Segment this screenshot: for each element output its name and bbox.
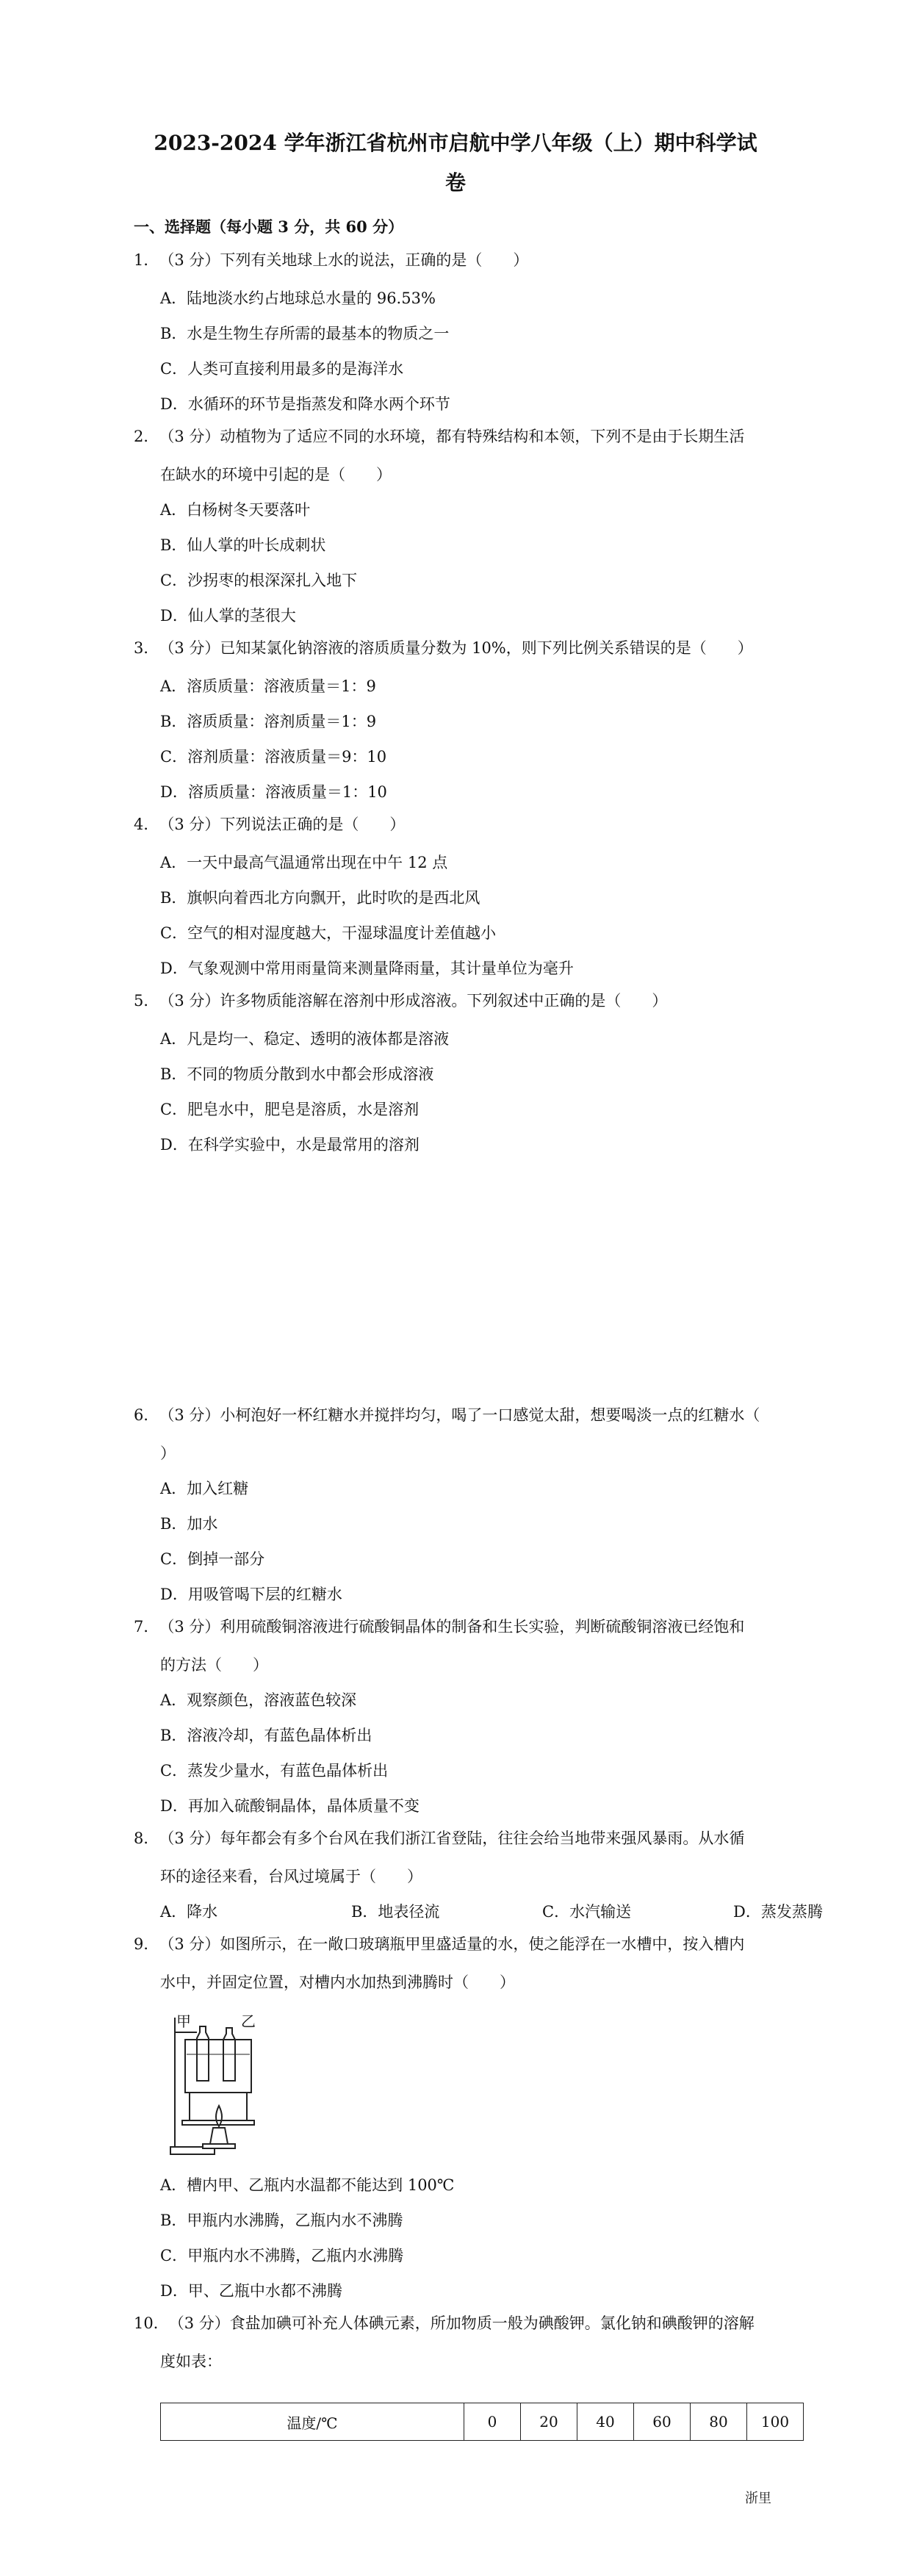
option-b: B．溶液冷却，有蓝色晶体析出 [160,1727,372,1744]
option-d: D．在科学实验中，水是最常用的溶剂 [160,1136,420,1154]
question-number: 9． [134,1935,159,1953]
bottle-jia [197,2026,209,2081]
question-2 [134,419,744,454]
question-10 [134,2306,755,2341]
option-a: A．溶质质量：溶液质量＝1：9 [160,677,376,695]
option-a: A．陆地淡水约占地球总水量的 96.53% [160,289,436,307]
label-yi: 乙 [241,2012,256,2030]
alcohol-lamp [210,2128,228,2144]
question-number: 2． [134,428,159,445]
question-4 [134,807,405,842]
option-d: D．用吸管喝下层的红糖水 [160,1586,342,1603]
table-row [161,2403,804,2441]
question-text: （3 分）如图所示，在一敞口玻璃瓶甲里盛适量的水，使之能浮在一水槽中，按入槽内 [159,1935,745,1953]
question-number: 6． [134,1406,159,1424]
question-number: 3． [134,639,159,657]
exam-title-line1: 2023-2024 学年浙江省杭州市启航中学八年级（上）期中科学试 [154,131,757,155]
question-text-continued: ） [160,1444,176,1462]
question-9 [134,1926,744,1962]
question-number: 5． [134,992,159,1010]
option-c: C．倒掉一部分 [160,1550,265,1568]
option-c: C．肥皂水中，肥皂是溶质，水是溶剂 [160,1101,420,1118]
option-c: C．沙拐枣的根深深扎入地下 [160,572,358,589]
question-text: （3 分）下列说法正确的是（ ） [159,816,406,833]
option-b: B．仙人掌的叶长成刺状 [160,536,326,554]
option-b: B．加水 [160,1515,218,1533]
page-footer: 浙里 [745,2491,771,2506]
table-header-cell: 温度/℃ [161,2403,464,2441]
table-cell: 40 [577,2403,634,2441]
question-number: 7． [134,1618,159,1636]
option-d: D．气象观测中常用雨量筒来测量降雨量，其计量单位为毫升 [160,960,574,977]
section-heading: 一、选择题（每小题 3 分，共 60 分） [134,217,404,236]
table-cell: 60 [634,2403,691,2441]
table-cell: 20 [521,2403,577,2441]
table-cell: 100 [747,2403,804,2441]
option-d: D．甲、乙瓶中水都不沸腾 [160,2282,342,2300]
question-text: （3 分）下列有关地球上水的说法，正确的是（ ） [159,251,529,269]
option-b: B．甲瓶内水沸腾，乙瓶内水不沸腾 [160,2212,403,2229]
option-c: C．溶剂质量：溶液质量＝9：10 [160,748,387,766]
option-b: B．不同的物质分散到水中都会形成溶液 [160,1065,434,1083]
question-number: 10． [134,2314,169,2332]
table-cell: 0 [464,2403,521,2441]
question-text: （3 分）许多物质能溶解在溶剂中形成溶液。下列叙述中正确的是（ ） [159,992,668,1010]
lamp-base [203,2144,235,2148]
option-a: A．加入红糖 [160,1480,249,1497]
table-cell: 80 [691,2403,747,2441]
question-number: 8． [134,1830,159,1847]
question-6 [134,1397,760,1433]
option-c: C．人类可直接利用最多的是海洋水 [160,360,404,378]
solubility-table [160,2403,804,2441]
question-number: 1． [134,251,159,269]
option-b: B．溶质质量：溶剂质量＝1：9 [160,713,377,730]
question-text: （3 分）动植物为了适应不同的水环境，都有特殊结构和本领，下列不是由于长期生活 [159,428,745,445]
label-jia: 甲 [176,2012,191,2030]
option-c: C．水汽输送 [542,1903,632,1921]
question-text-continued: 环的途径来看，台风过境属于（ ） [160,1868,422,1885]
option-c: C．甲瓶内水不沸腾，乙瓶内水沸腾 [160,2247,404,2264]
question-text: （3 分）利用硫酸铜溶液进行硫酸铜晶体的制备和生长实验，判断硫酸铜溶液已经饱和 [159,1618,745,1636]
option-b: B．地表径流 [351,1903,440,1921]
option-a: A．观察颜色，溶液蓝色较深 [160,1691,357,1709]
option-a: A．降水 [160,1903,218,1921]
option-d: D．蒸发蒸腾 [733,1903,823,1921]
option-c: C．蒸发少量水，有蓝色晶体析出 [160,1762,389,1780]
option-d: D．溶质质量：溶液质量＝1：10 [160,783,387,801]
question-3 [134,630,753,666]
exam-title-line2: 卷 [444,170,466,195]
question-text: （3 分）每年都会有多个台风在我们浙江省登陆，往往会给当地带来强风暴雨。从水循 [159,1830,745,1847]
question-text-continued: 在缺水的环境中引起的是（ ） [160,466,392,483]
option-row [160,1900,911,1922]
question-text: （3 分）小柯泡好一杯红糖水并搅拌均匀，喝了一口感觉太甜，想要喝淡一点的红糖水（ [159,1406,760,1424]
question-text-continued: 水中，并固定位置，对槽内水加热到沸腾时（ ） [160,1974,515,1991]
water-tank [185,2040,251,2093]
boiling-experiment-figure [168,2010,270,2157]
option-d: D．仙人掌的茎很大 [160,607,296,625]
option-d: D．水循环的环节是指蒸发和降水两个环节 [160,395,450,413]
option-a: A．一天中最高气温通常出现在中午 12 点 [160,854,448,871]
question-5 [134,983,667,1018]
option-a: A．凡是均一、稳定、透明的液体都是溶液 [160,1030,450,1048]
question-text: （3 分）已知某氯化钠溶液的溶质质量分数为 10%，则下列比例关系错误的是（ ） [159,639,753,657]
option-a: A．槽内甲、乙瓶内水温都不能达到 100℃ [160,2176,455,2194]
question-1 [134,242,528,278]
question-text-continued: 的方法（ ） [160,1656,268,1674]
question-8 [134,1821,744,1856]
option-d: D．再加入硫酸铜晶体，晶体质量不变 [160,1797,420,1815]
question-text-continued: 度如表： [160,2353,222,2370]
question-text: （3 分）食盐加碘可补充人体碘元素，所加物质一般为碘酸钾。氯化钠和碘酸钾的溶解 [168,2314,755,2332]
question-number: 4． [134,816,159,833]
option-b: B．旗帜向着西北方向飘开，此时吹的是西北风 [160,889,480,907]
option-c: C．空气的相对湿度越大，干湿球温度计差值越小 [160,924,497,942]
question-7 [134,1609,744,1644]
option-a: A．白杨树冬天要落叶 [160,501,311,519]
option-b: B．水是生物生存所需的最基本的物质之一 [160,325,450,342]
